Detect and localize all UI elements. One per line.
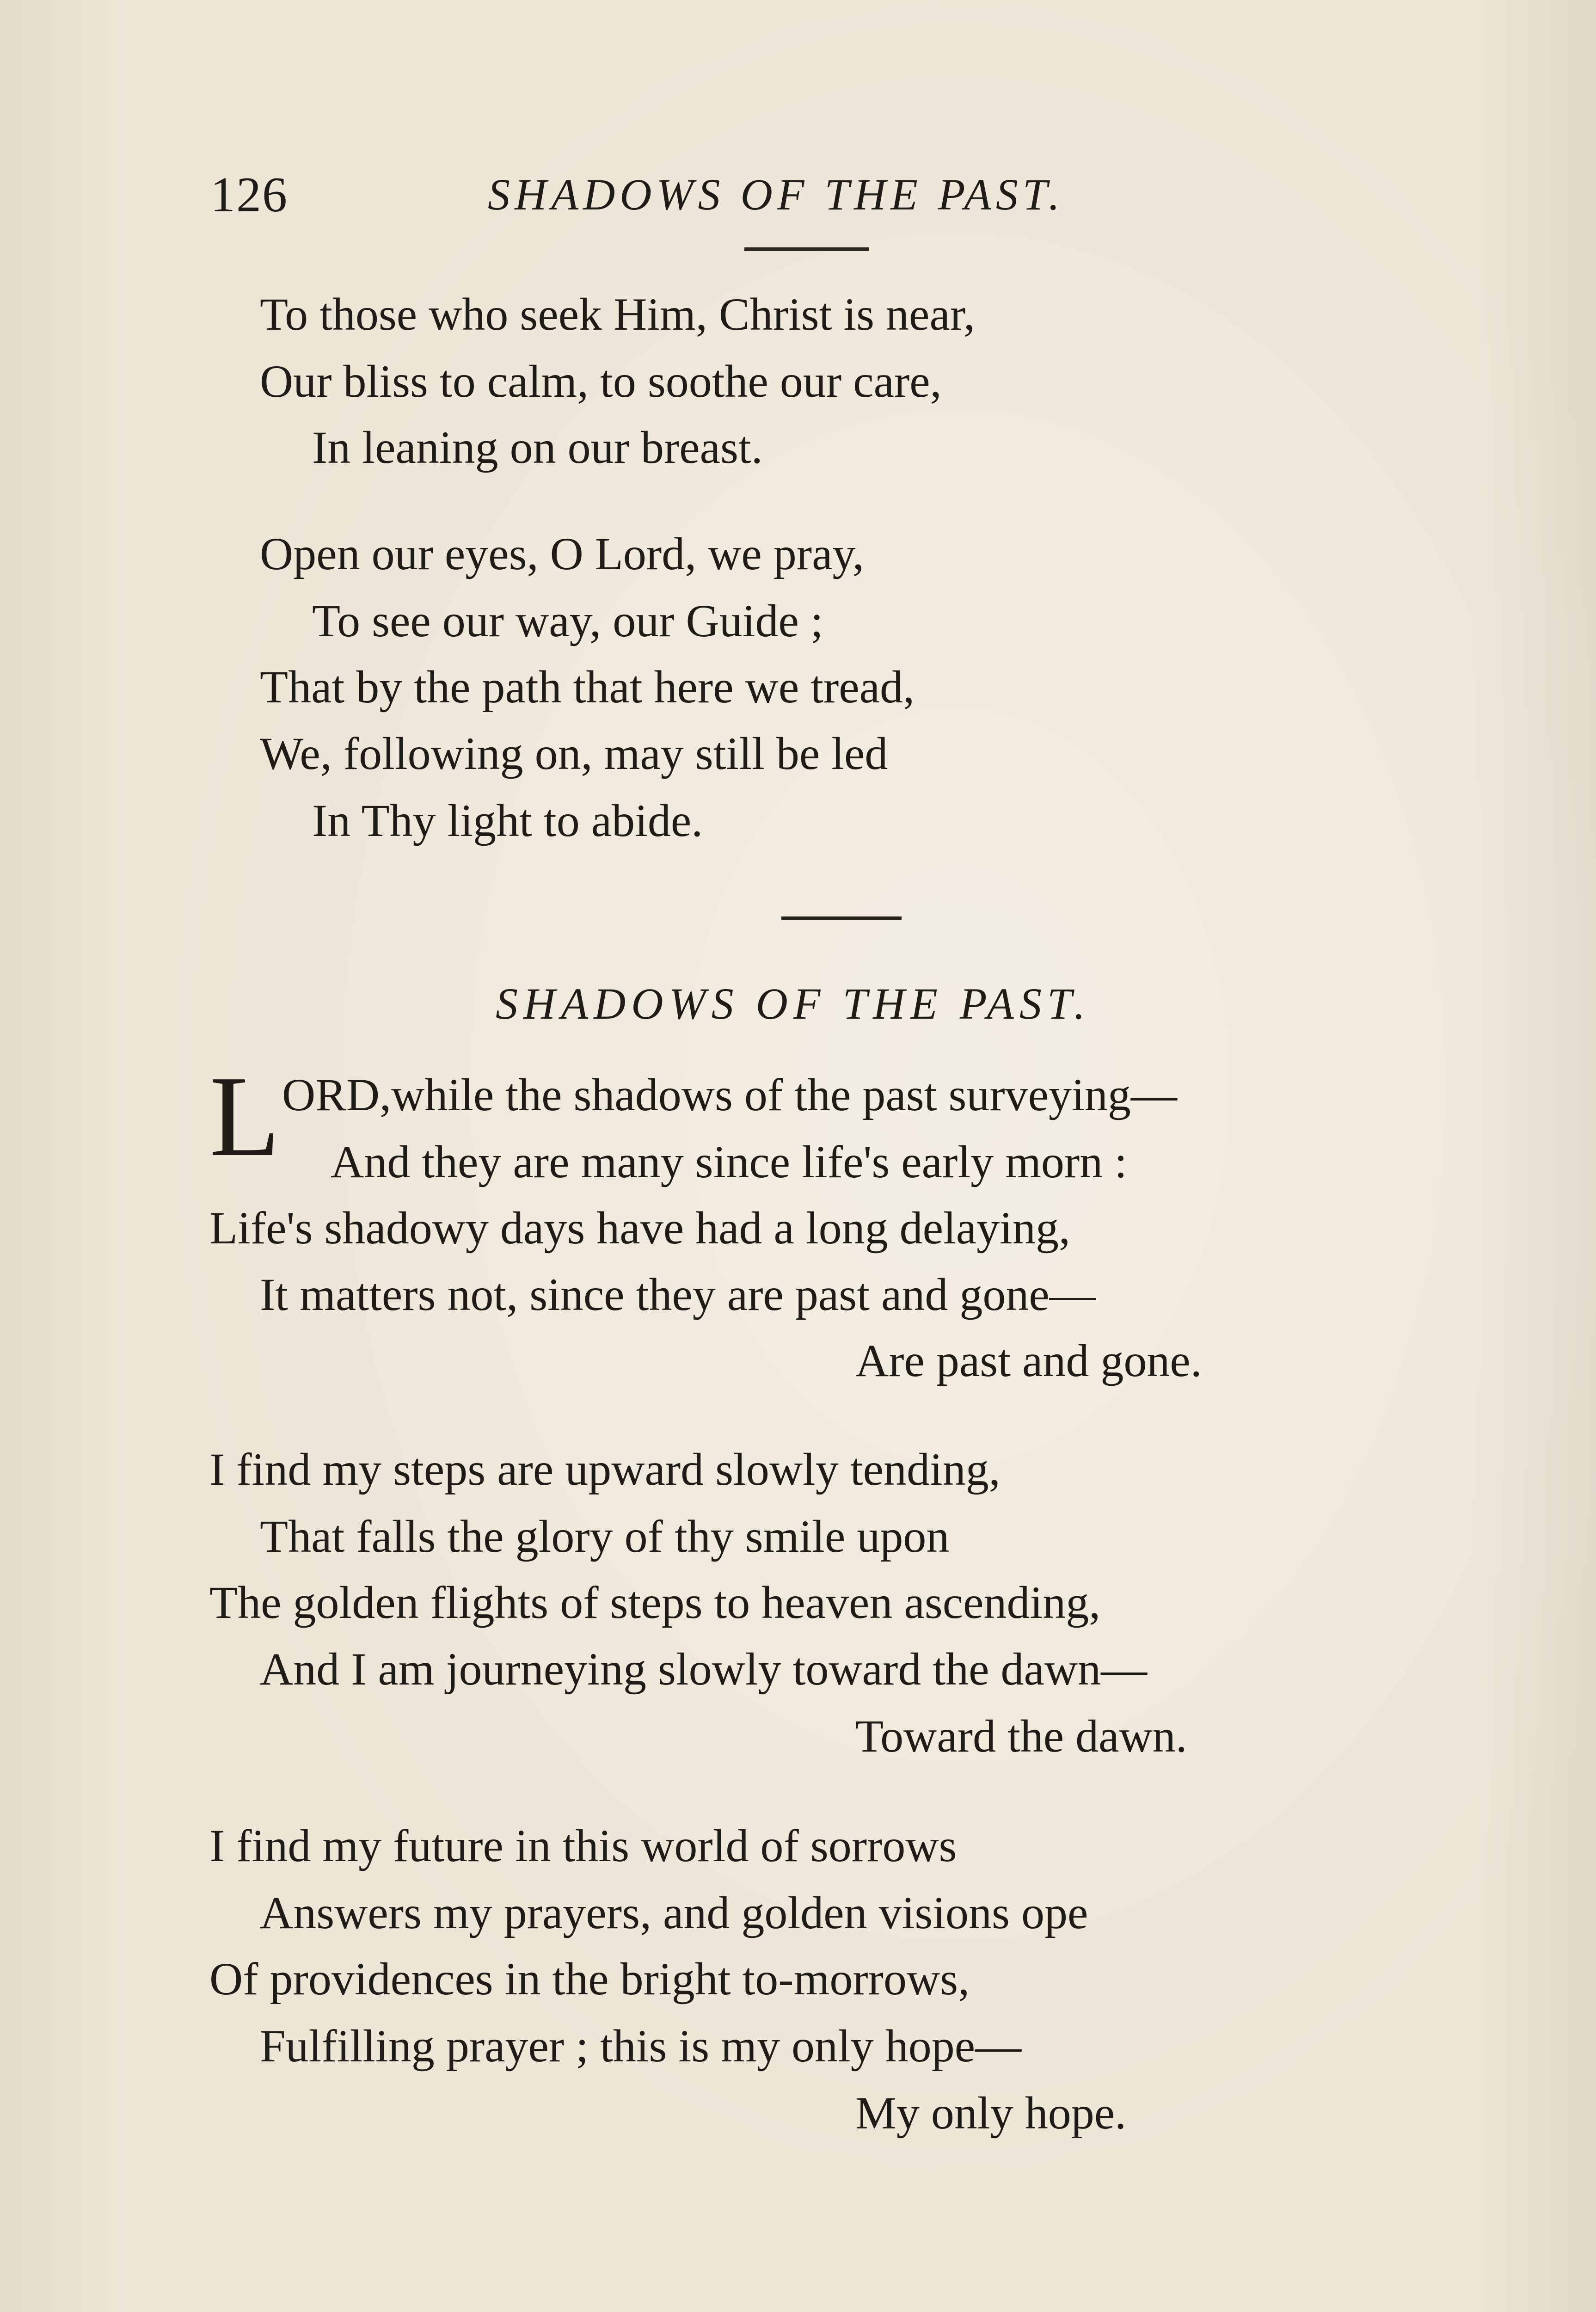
- poem-title: SHADOWS OF THE PAST.: [496, 979, 1091, 1028]
- poem-line: It matters not, since they are past and gone—: [260, 1269, 1096, 1320]
- poem-line: Fulfilling prayer ; this is my only hope—: [260, 2020, 1022, 2072]
- page-header: [210, 166, 1412, 231]
- poem-line: The golden flights of steps to heaven ascending,: [209, 1577, 1101, 1628]
- poem-line: I find my steps are upward slowly tending,: [209, 1444, 1001, 1495]
- poem-line: We, following on, may still be led: [260, 728, 888, 779]
- poem-line: Toward the dawn.: [855, 1710, 1187, 1762]
- poem-line: I find my future in this world of sorrows: [209, 1820, 957, 1871]
- poem-line: Of providences in the bright to-morrows,: [209, 1953, 970, 2005]
- poem-line: ORD,while the shadows of the past surveying—: [282, 1069, 1177, 1120]
- poem-line: In Thy light to abide.: [312, 795, 703, 846]
- poem-line: Our bliss to calm, to soothe our care,: [260, 356, 942, 407]
- poem-line: Life's shadowy days have had a long delaying,: [209, 1202, 1070, 1254]
- drop-cap: L: [209, 1052, 280, 1181]
- page-number: 126: [210, 167, 288, 222]
- poem-line: In leaning on our breast.: [312, 422, 763, 473]
- poem-line: That by the path that here we tread,: [260, 661, 915, 713]
- poem-line: Are past and gone.: [855, 1335, 1202, 1386]
- poem-line: That falls the glory of thy smile upon: [260, 1511, 950, 1562]
- poem-line: My only hope.: [855, 2087, 1127, 2139]
- section-rule: [781, 916, 902, 920]
- running-head: SHADOWS OF THE PAST.: [488, 170, 1065, 219]
- poem-line: Answers my prayers, and golden visions ope: [260, 1887, 1088, 1938]
- header-rule: [744, 247, 869, 251]
- poem-line: To those who seek Him, Christ is near,: [260, 289, 976, 340]
- poem-line: And I am journeying slowly toward the dawn—: [260, 1643, 1148, 1695]
- poem-line: To see our way, our Guide ;: [312, 595, 823, 646]
- poem-line: And they are many since life's early morn :: [331, 1136, 1127, 1187]
- poem-line: Open our eyes, O Lord, we pray,: [260, 528, 864, 579]
